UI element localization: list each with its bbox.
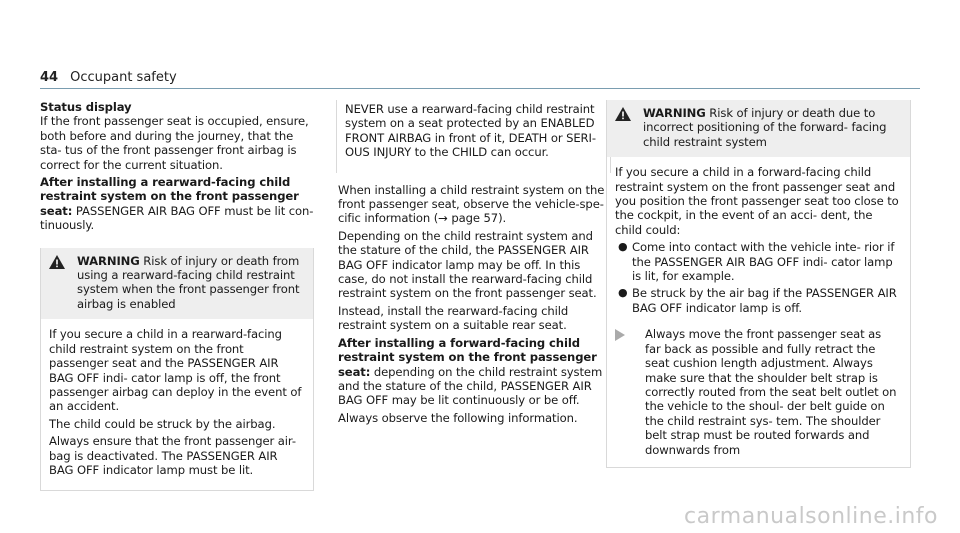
header-rule bbox=[40, 88, 920, 89]
list-item bbox=[615, 286, 900, 315]
column-2 bbox=[337, 100, 611, 428]
warning-body bbox=[607, 157, 910, 467]
warning-bullet-list bbox=[615, 240, 900, 315]
instruction-tip bbox=[615, 327, 900, 457]
after-rearward-heading: After installing a rearward-facing child restraint system on the front passenger seat: bbox=[40, 175, 299, 218]
status-heading: Status display bbox=[40, 100, 132, 114]
arrow-right-icon bbox=[615, 327, 635, 457]
column-3 bbox=[606, 100, 911, 468]
after-forward-paragraph bbox=[338, 336, 611, 408]
body-paragraph: Depending on the child restraint system and the stature of the child, the PASSENGER AIR BAG OFF indicator lamp may be off. In this case, do not install the rearward-facing child restraint system on the front passenger seat. bbox=[338, 228, 597, 301]
body-paragraph: Instead, install the rearward-facing child restraint system on a suitable rear seat. bbox=[338, 303, 569, 333]
section-title: Occupant safety bbox=[70, 70, 177, 85]
warning-header bbox=[607, 100, 910, 157]
warning-continued-text: NEVER use a rearward-facing child restraint system on a seat protected by an ENABLED FRONT AIRBAG in front of it, DEATH or SERI- OUS INJURY to the CHILD can occur. bbox=[345, 102, 596, 160]
bullet-icon: ● bbox=[618, 286, 628, 300]
page-number: 44 bbox=[40, 70, 59, 85]
body-paragraph: When installing a child restraint system on the front passenger seat, observe the vehicle-spe- cific information (→ page 57). bbox=[338, 182, 605, 226]
after-rearward-paragraph bbox=[40, 175, 314, 233]
column-1 bbox=[40, 100, 314, 491]
warning-label: WARNING bbox=[77, 253, 140, 268]
warning-box-continued bbox=[336, 100, 611, 173]
warning-label: WARNING bbox=[643, 106, 706, 120]
list-item bbox=[615, 240, 900, 283]
after-forward-heading: After installing a forward-facing child restraint system on the front passenger seat: bbox=[338, 335, 597, 379]
bullet-text: Come into contact with the vehicle inte- rior if the PASSENGER AIR BAG OFF indi- cator lamp is lit, for example. bbox=[632, 240, 895, 284]
warning-triangle-icon bbox=[615, 106, 635, 149]
warning-title: Risk of injury or death from using a rearward-facing child restraint system when the front passenger front airbag is enabled bbox=[77, 253, 300, 311]
bullet-text: Be struck by the air bag if the PASSENGER AIR BAG OFF indicator lamp is off. bbox=[632, 286, 897, 315]
status-text: If the front passenger seat is occupied, ensure, both before and during the journey, that the sta- tus of the front passenger front airbag is correct for the current situation. bbox=[40, 114, 309, 172]
body-paragraph: Always observe the following information. bbox=[338, 410, 578, 425]
bullet-icon: ● bbox=[618, 240, 628, 254]
warning-box-rearward bbox=[40, 248, 314, 492]
warning-paragraph: The child could be struck by the airbag. bbox=[49, 416, 276, 431]
warning-box-forward bbox=[606, 100, 911, 468]
after-forward-text: depending on the child restraint system and the stature of the child, PASSENGER AIR BAG OFF may be lit continuously or be off. bbox=[338, 364, 603, 408]
warning-paragraph: If you secure a child in a rearward-facing child restraint system on the front passenger seat and the PASSENGER AIR BAG OFF indi- cator lamp is off, the front passenger airbag can deploy in the event of an accident. bbox=[49, 327, 302, 414]
tip-text: Always move the front passenger seat as far back as possible and fully retract the seat cushion length adjustment. Always make sure that the shoulder belt strap is correctly routed from the seat belt outlet on the vehicle to the shoul- der belt guide on the child restraint sys- tem. The shoulder belt strap must be routed forwards and downwards from bbox=[645, 327, 897, 457]
warning-header bbox=[41, 248, 313, 320]
after-rearward-text: PASSENGER AIR BAG OFF must be lit con- tinuously. bbox=[40, 203, 314, 233]
warning-body bbox=[41, 319, 313, 490]
warning-triangle-icon bbox=[49, 254, 69, 312]
warning-paragraph: Always ensure that the front passenger air- bag is deactivated. The PASSENGER AIR BAG OFF indicator lamp must be lit. bbox=[49, 434, 296, 477]
warning-paragraph: If you secure a child in a forward-facing child restraint system on the front passenger seat and you position the front passenger seat too close to the cockpit, in the event of an acci- dent, the child could: bbox=[615, 165, 899, 237]
page-header bbox=[40, 70, 177, 85]
warning-title: Risk of injury or death due to incorrect positioning of the forward- facing child restraint system bbox=[643, 106, 887, 149]
watermark: carmanualsonline.info bbox=[684, 504, 938, 529]
